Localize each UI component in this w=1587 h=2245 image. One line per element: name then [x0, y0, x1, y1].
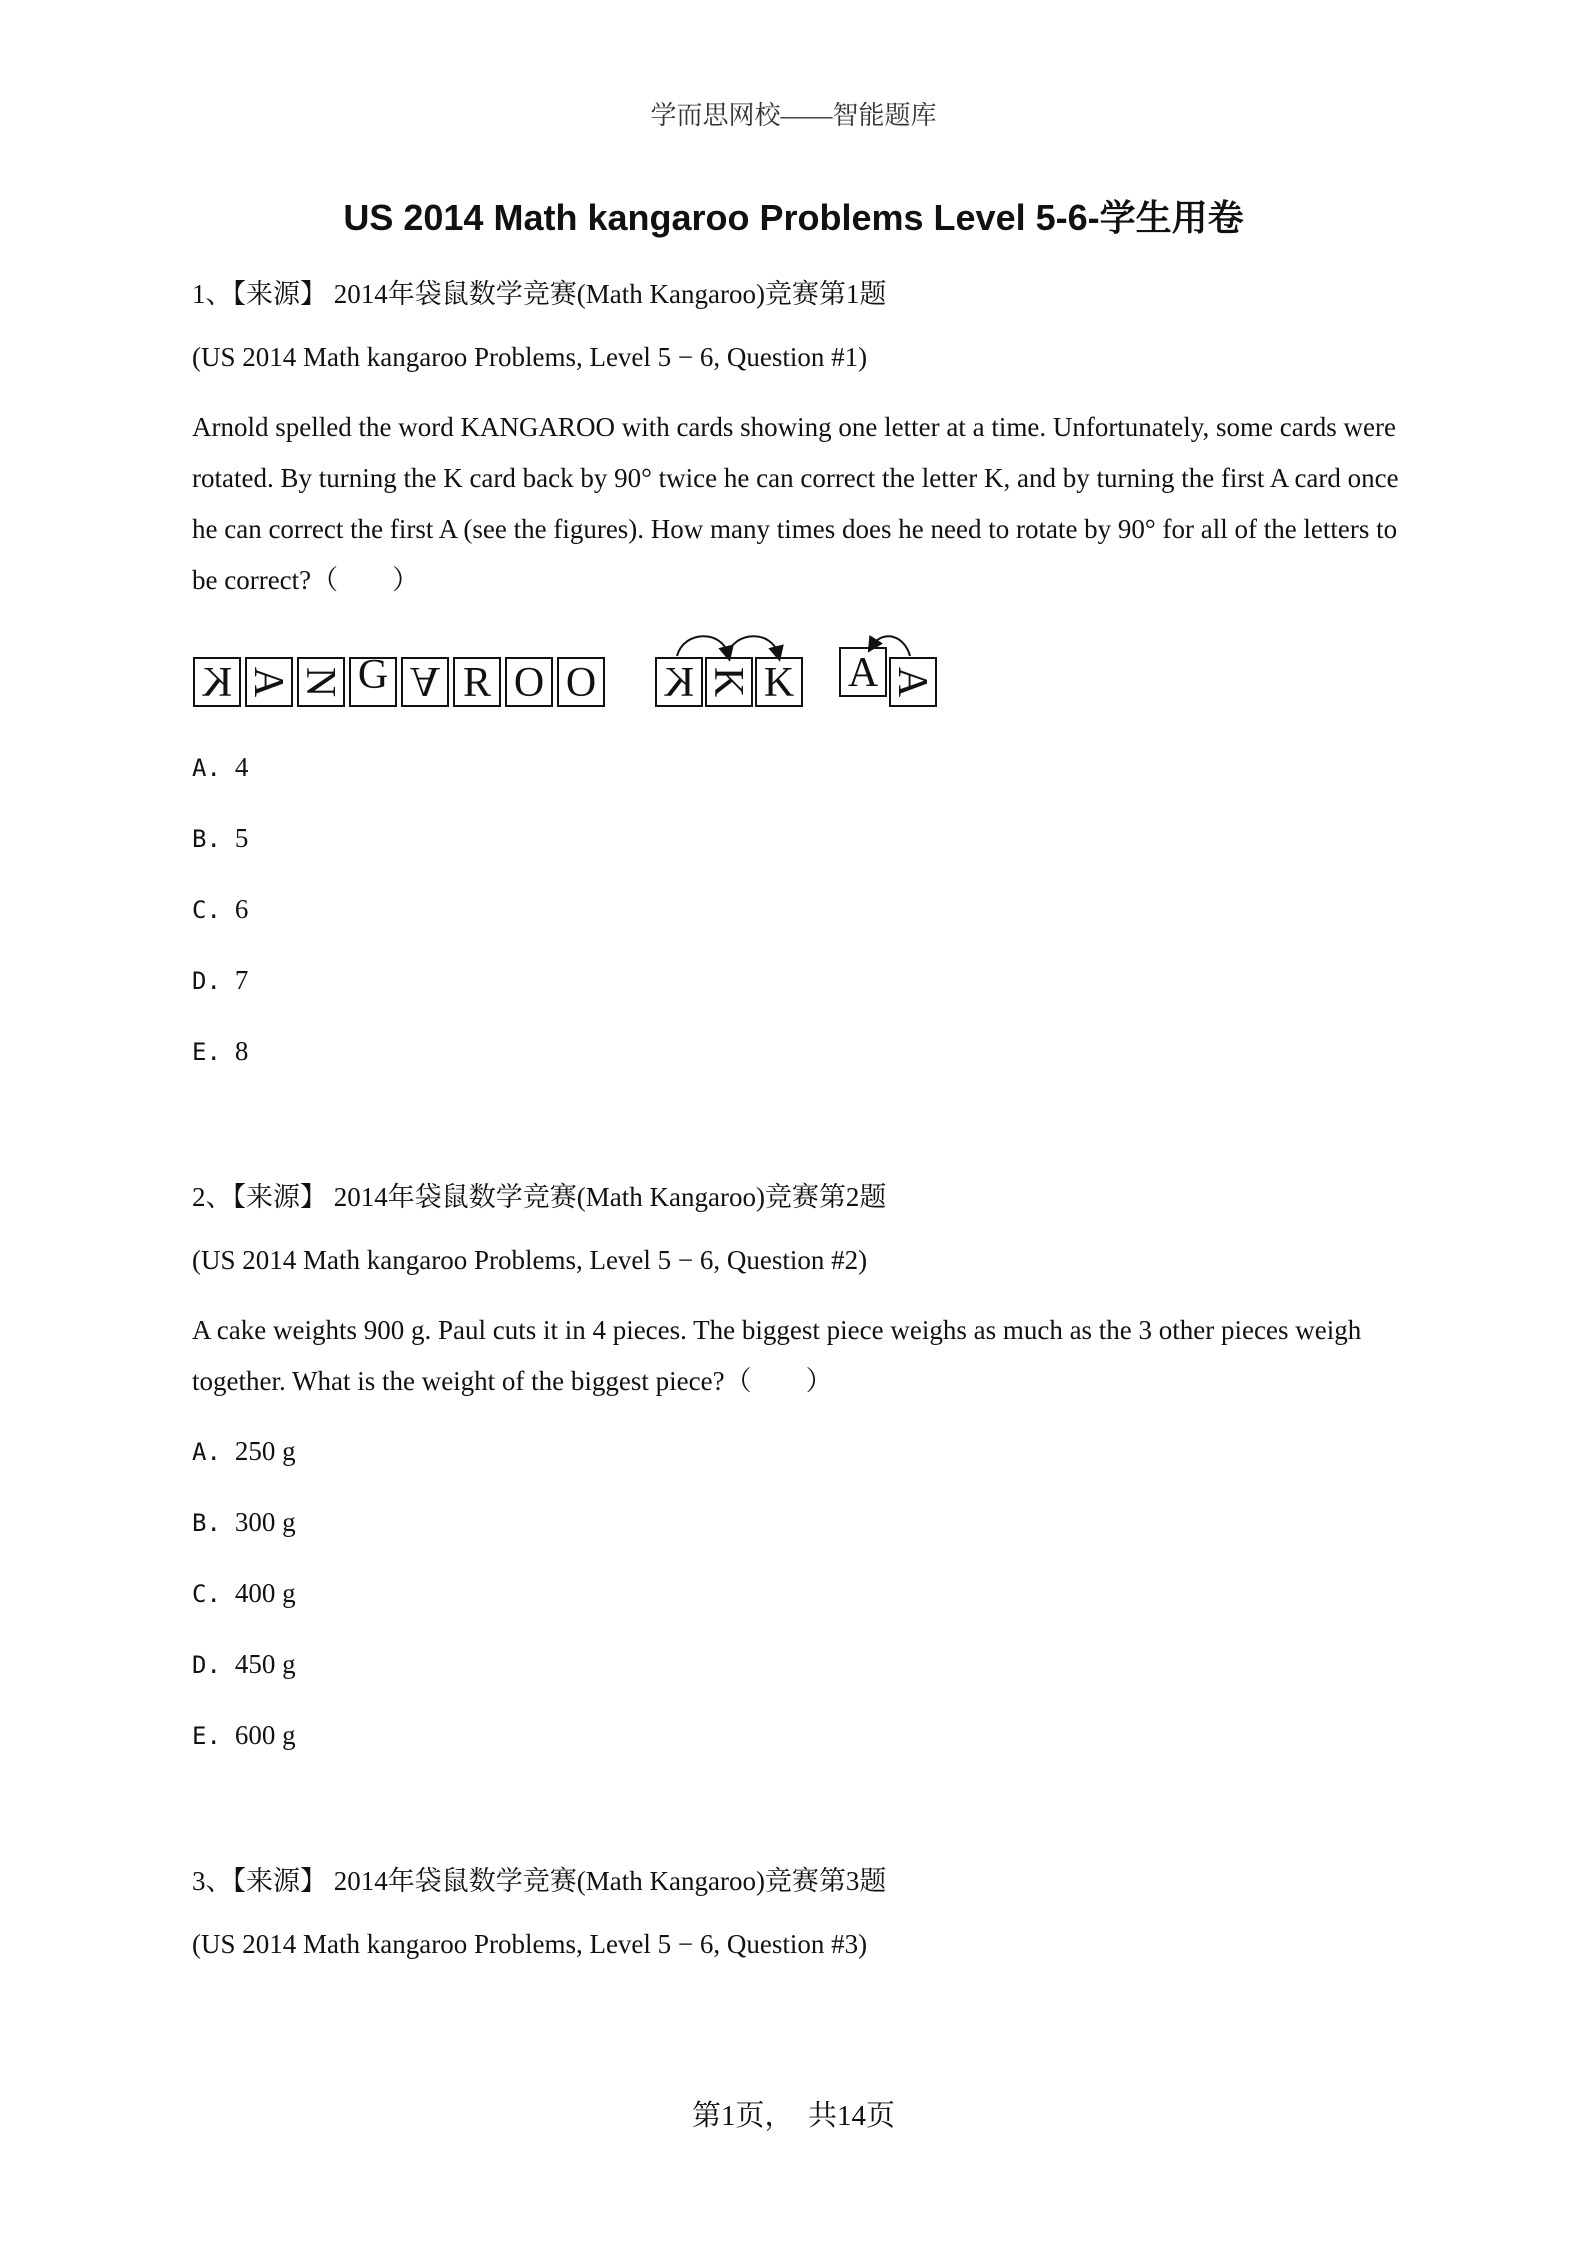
choice-letter: B. [192, 825, 221, 853]
choice-value: 250 g [234, 1436, 296, 1466]
q1-source: 1、【来源】 2014年袋鼠数学竞赛(Math Kangaroo)竞赛第1题 [192, 279, 887, 309]
choice-letter: D. [192, 1651, 221, 1679]
choice-value: 600 g [234, 1720, 296, 1750]
a-demo-letter: A [847, 650, 879, 696]
k-demo-letter: K [705, 666, 751, 698]
a-demo-letter: A [889, 666, 935, 698]
a-demo-card-1 [840, 648, 886, 696]
q1-choice-c[interactable] [192, 894, 248, 925]
rotate-arrow [677, 636, 728, 656]
k-demo-card-2 [705, 658, 752, 706]
word-card-letter: G [357, 652, 389, 698]
rotate-arrow [727, 636, 778, 656]
q1-choice-a[interactable] [192, 752, 248, 783]
word-card-letter: N [297, 666, 343, 698]
q1-stem: Arnold spelled the word KANGAROO with cards showing one letter at a time. Unfortunately, some cards were rotated. By turning the K card back by 90° twice he can correct the letter K, and by turning the first A card once he can correct the first A (see the figures). How many times does he need to rotate by 90° for all of the letters to be correct?（ ） [192, 412, 1399, 595]
choice-value: 5 [234, 823, 249, 853]
q2-choice-c[interactable] [192, 1578, 296, 1609]
word-card-7 [506, 658, 552, 706]
word-card-letter: A [245, 666, 291, 698]
q1-choice-e[interactable] [192, 1036, 248, 1067]
page-title: US 2014 Math kangaroo Problems Level 5-6-学生用卷 [343, 197, 1244, 238]
q2-reference: (US 2014 Math kangaroo Problems, Level 5 − 6, Question #2) [192, 1245, 868, 1275]
word-card-letter: K [201, 660, 233, 706]
choice-letter: E. [192, 1038, 221, 1066]
choice-value: 400 g [234, 1578, 296, 1608]
q3-source: 3、【来源】 2014年袋鼠数学竞赛(Math Kangaroo)竞赛第3题 [192, 1866, 887, 1896]
word-card-2 [245, 658, 292, 706]
choice-value: 300 g [234, 1507, 296, 1537]
choice-value: 4 [234, 752, 249, 782]
q2-choice-b[interactable] [192, 1507, 296, 1538]
choice-value: 7 [234, 965, 249, 995]
choice-letter: C. [192, 1580, 221, 1608]
q1-choice-d[interactable] [192, 965, 248, 996]
choice-letter: A. [192, 1438, 221, 1466]
word-card-4 [350, 652, 396, 706]
a-demo-card-2 [889, 658, 936, 706]
word-card-1 [194, 658, 240, 706]
choice-letter: E. [192, 1722, 221, 1750]
q3-reference: (US 2014 Math kangaroo Problems, Level 5 − 6, Question #3) [192, 1929, 868, 1959]
q2-stem: A cake weights 900 g. Paul cuts it in 4 pieces. The biggest piece weighs as much as the 3 other pieces weigh together. What is the weight of the biggest piece?（ ） [192, 1315, 1362, 1396]
word-card-8 [558, 658, 604, 706]
word-card-letter: A [409, 658, 441, 704]
q2-source: 2、【来源】 2014年袋鼠数学竞赛(Math Kangaroo)竞赛第2题 [192, 1182, 887, 1212]
k-demo-card-1 [656, 658, 702, 706]
choice-letter: B. [192, 1509, 221, 1537]
word-card-letter: O [513, 660, 545, 706]
q2-choice-e[interactable] [192, 1720, 296, 1751]
q1-reference: (US 2014 Math kangaroo Problems, Level 5 − 6, Question #1) [192, 342, 868, 372]
word-card-letter: R [462, 660, 492, 706]
k-demo-card-3 [756, 658, 802, 706]
word-card-letter: O [565, 660, 597, 706]
q2-choice-d[interactable] [192, 1649, 296, 1680]
k-demo-letter: K [763, 660, 795, 706]
k-demo-letter: K [663, 660, 695, 706]
choice-letter: D. [192, 967, 221, 995]
choice-letter: A. [192, 754, 221, 782]
q1-choice-b[interactable] [192, 823, 248, 854]
word-card-3 [297, 658, 344, 706]
word-card-5 [402, 658, 448, 706]
choice-value: 6 [234, 894, 249, 924]
choice-value: 450 g [234, 1649, 296, 1679]
page-footer: 第1页， 共14页 [691, 2100, 895, 2132]
q2-choice-a[interactable] [192, 1436, 296, 1467]
q1-figure [192, 620, 952, 720]
choice-letter: C. [192, 896, 221, 924]
choice-value: 8 [234, 1036, 249, 1066]
word-card-6 [454, 658, 500, 706]
page-header: 学而思网校——智能题库 [650, 101, 937, 130]
